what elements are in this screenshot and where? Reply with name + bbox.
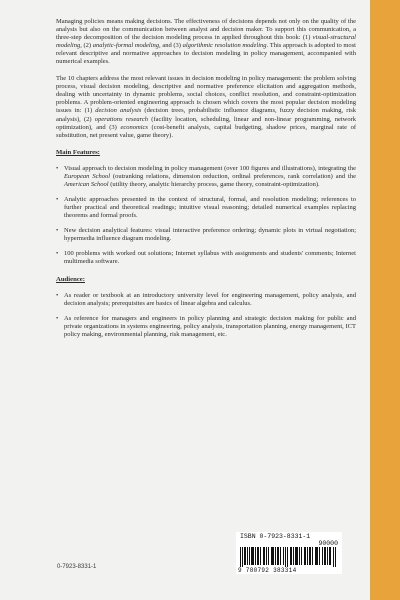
barcode-price-code: 90000: [318, 540, 338, 547]
audience-list: [56, 292, 356, 339]
back-cover-text: [56, 18, 356, 349]
feature-item: • Visual approach to decision modeling in policy management (over 100 figures and illustrations), integrating the European School (outranking relations, dimension reduction, ordinal preferences, rank correlation) and the American School (utility theory, analytic hierarchy process, game theory, constraint-optimization).: [56, 165, 356, 189]
cover-edge-stripe: [370, 0, 400, 600]
barcode-digits: 9 780792 383314: [238, 567, 297, 574]
main-features-list: [56, 165, 356, 266]
barcode-icon: [240, 547, 338, 567]
feature-item: • 100 problems with worked out solutions; Internet syllabus with assignments and students' comments; Internet multimedia software.: [56, 250, 356, 266]
isbn-number: 0-7923-8331-1: [57, 564, 97, 570]
audience-heading: Audience:: [56, 276, 85, 284]
intro-paragraph-2: The 10 chapters address the most relevant issues in decision modeling in policy management: the problem solving process, visual decision modeling, descriptive and normative preference elicitation and aggregation methods, dealing with uncertainty in dynamic problems, social choices, conflict resolution, and constraint-optimization problems. A problem-oriented engineering approach is chosen which covers the most popular decision modeling issues in: (1) decision analysis (decision trees, probabilistic influence diagrams, fuzzy decision making, risk analysis), (2) operations research (facility location, scheduling, linear and non-linear programming, network optimization), and (3) economics (cost-benefit analysis, capital budgeting, shadow prices, marginal rate of substitution, net present value, game theory).: [56, 75, 357, 139]
barcode-header: [240, 533, 340, 547]
intro-paragraph-1: Managing policies means making decisions. The effectiveness of decisions depends not only on the quality of the analysis but also on the communication between analyst and decision maker. To support this communication, a three-step decomposition of the decision modeling process in applied throughout this book: (1) visual-structural modeling, (2) analytic-formal modeling, and (3) algorithmic resolution modeling. This approach is adopted to most relevant descriptive and normative approaches to decision modeling in policy management, accompanied with numerical examples.: [56, 18, 356, 66]
barcode-isbn: ISBN 0-7923-8331-1: [240, 533, 311, 540]
audience-item: • As reader or textbook at an introductory university level for engineering management, policy analysis, and decision analysis; prerequisites are basics of linear algebra and calculus.: [56, 292, 356, 308]
barcode-block: [236, 532, 342, 574]
main-features-heading: Main Features:: [56, 148, 100, 156]
feature-item: • Analytic approaches presented in the context of structural, formal, and resolution modeling; references to further practical and theoretical readings; intuitive visual reasoning; detailed numerical examples replacing theorems and formal proofs.: [56, 196, 356, 220]
audience-item: • As reference for managers and engineers in policy planning and strategic decision making for public and private organizations in systems engineering, policy analysis, transportation planning, energy management, ICT policy making, environmental planning, risk management, etc.: [56, 315, 356, 339]
feature-item: • New decision analytical features: visual interactive preference ordering; dynamic plots in virtual negotiation; hypermedia influence diagram modeling.: [56, 227, 356, 243]
